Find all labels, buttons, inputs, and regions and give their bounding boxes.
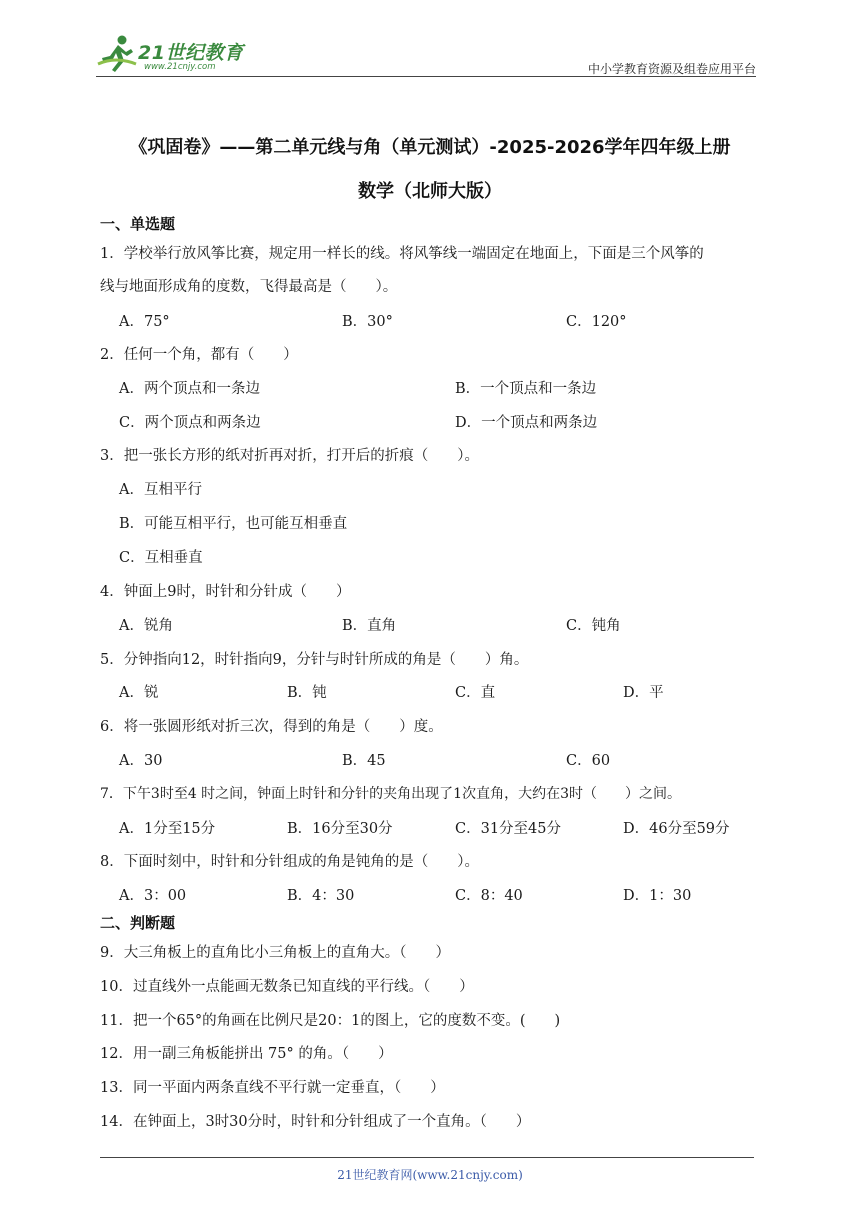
question-8: 8．下面时刻中，时针和分针组成的角是钝角的是（ ）。: [100, 854, 479, 870]
option-2d: D．一个顶点和两条边: [455, 415, 598, 431]
logo-text: 21世纪教育: [138, 42, 244, 64]
option-3b: B．可能互相平行，也可能互相垂直: [119, 516, 348, 532]
question-5: 5．分钟指向12，时针指向9，分针与时针所成的角是（ ）角。: [100, 652, 529, 668]
section-heading-true-false: 二、判断题: [100, 914, 176, 932]
footer-divider: [100, 1157, 754, 1158]
option-4b: B．直角: [342, 618, 397, 634]
question-1-line-2: 线与地面形成角的度数，飞得最高是（ ）。: [100, 279, 398, 295]
option-3a: A．互相平行: [119, 482, 202, 498]
option-8b: B．4：30: [287, 888, 355, 904]
page-title-line2: 数学（北师大版）: [358, 181, 502, 202]
option-3c: C．互相垂直: [119, 550, 203, 566]
option-1b: B．30°: [342, 314, 393, 330]
option-7a: A．1分至15分: [119, 821, 216, 837]
header-divider: [96, 76, 756, 77]
option-8a: A．3：00: [119, 888, 187, 904]
option-5c: C．直: [455, 685, 496, 701]
footer-text: 21世纪教育网(www.21cnjy.com): [337, 1168, 523, 1182]
option-2a: A．两个顶点和一条边: [119, 381, 260, 397]
option-1c: C．120°: [566, 314, 627, 330]
option-6b: B．45: [342, 753, 386, 769]
platform-name: 中小学教育资源及组卷应用平台: [587, 62, 756, 76]
option-4c: C．钝角: [566, 618, 621, 634]
option-8c: C．8：40: [455, 888, 523, 904]
judgment-10: 10．过直线外一点能画无数条已知直线的平行线。（ ）: [100, 979, 474, 995]
judgment-13: 13．同一平面内两条直线不平行就一定垂直，（ ）: [100, 1080, 445, 1096]
question-4: 4．钟面上9时，时针和分针成（ ）: [100, 584, 351, 600]
question-3: 3．把一张长方形的纸对折再对折，打开后的折痕（ ）。: [100, 448, 479, 464]
runner-logo-icon: [96, 34, 140, 74]
option-7b: B．16分至30分: [287, 821, 393, 837]
option-5a: A．锐: [119, 685, 159, 701]
logo: [96, 34, 256, 76]
question-1-line-1: 1．学校举行放风筝比赛，规定用一样长的线。将风筝线一端固定在地面上，下面是三个风筝的: [100, 246, 704, 262]
option-6a: A．30: [119, 753, 163, 769]
logo-url: www.21cnjy.com: [144, 62, 216, 72]
option-8d: D．1：30: [623, 888, 692, 904]
option-7d: D．46分至59分: [623, 821, 730, 837]
judgment-12: 12．用一副三角板能拼出 75° 的角。（ ）: [100, 1046, 393, 1062]
option-2b: B．一个顶点和一条边: [455, 381, 597, 397]
page-title: 《巩固卷》——第二单元线与角（单元测试）-2025-2026学年四年级上册: [129, 137, 731, 158]
option-5b: B．钝: [287, 685, 327, 701]
option-2c: C．两个顶点和两条边: [119, 415, 261, 431]
section-heading-single-choice: 一、单选题: [100, 215, 176, 233]
option-5d: D．平: [623, 685, 664, 701]
option-4a: A．锐角: [119, 618, 173, 634]
page-header: [96, 34, 756, 80]
option-1a: A．75°: [119, 314, 170, 330]
judgment-14: 14．在钟面上，3时30分时，时针和分针组成了一个直角。（ ）: [100, 1114, 531, 1130]
question-7: 7．下午3时至4 时之间，钟面上时针和分针的夹角出现了1次直角，大约在3时（ ）之间。: [100, 786, 681, 802]
option-6c: C．60: [566, 753, 611, 769]
question-6: 6．将一张圆形纸对折三次，得到的角是（ ）度。: [100, 719, 443, 735]
question-2: 2．任何一个角，都有（ ）: [100, 347, 298, 363]
option-7c: C．31分至45分: [455, 821, 561, 837]
judgment-11: 11．把一个65°的角画在比例尺是20：1的图上，它的度数不变。( ): [100, 1013, 561, 1029]
judgment-9: 9．大三角板上的直角比小三角板上的直角大。（ ）: [100, 945, 450, 961]
